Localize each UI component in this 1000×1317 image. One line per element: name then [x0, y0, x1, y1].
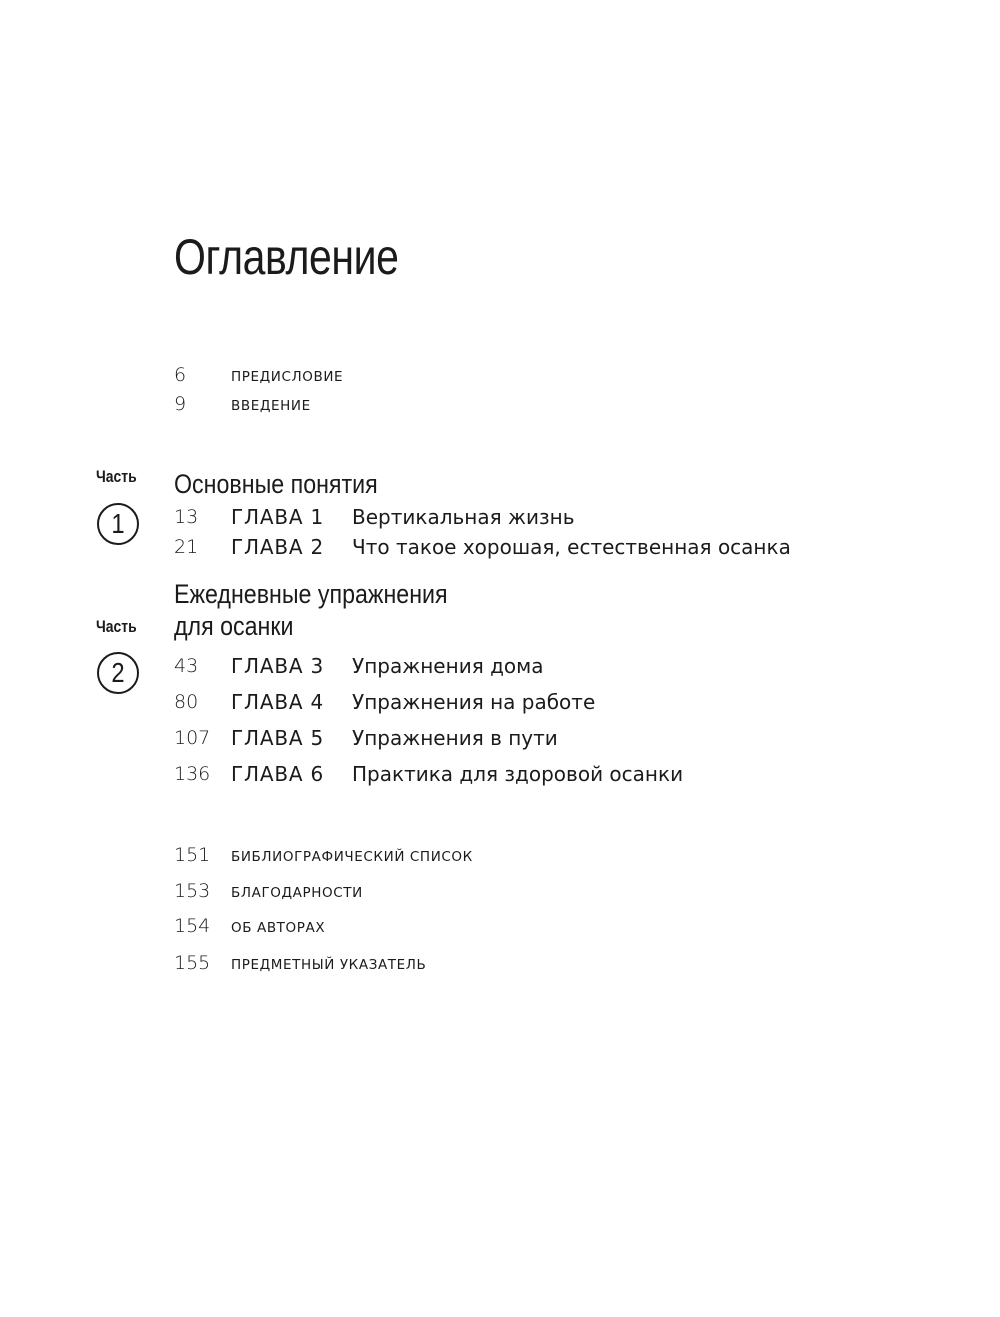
chapter-title: Что такое хорошая, естественная осанка — [352, 535, 791, 559]
entry-label: ОБ АВТОРАХ — [231, 920, 326, 936]
toc-entry-chapter-2[interactable] — [0, 532, 1000, 562]
part-heading: Ежедневные упражнения — [174, 579, 448, 609]
chapter-number: ГЛАВА 5 — [231, 726, 325, 750]
page-number: 151 — [174, 844, 211, 866]
page-number: 80 — [174, 691, 199, 713]
part-heading: Основные понятия — [174, 469, 378, 499]
chapter-title: Упражнения дома — [352, 654, 544, 678]
toc-entry-chapter-1[interactable] — [0, 502, 1000, 532]
chapter-number: ГЛАВА 3 — [231, 654, 325, 678]
page-number: 13 — [174, 506, 199, 528]
page-number: 155 — [174, 952, 211, 974]
toc-entry-index[interactable] — [0, 948, 1000, 978]
chapter-number: ГЛАВА 4 — [231, 690, 325, 714]
page-number: 153 — [174, 880, 211, 902]
toc-entry-chapter-4[interactable] — [0, 687, 1000, 717]
chapter-title: Упражнения в пути — [352, 726, 558, 750]
part-number: 2 — [111, 657, 125, 688]
page-number: 43 — [174, 655, 199, 677]
chapter-number: ГЛАВА 1 — [231, 505, 325, 529]
page-title: Оглавление — [174, 229, 399, 285]
part-number: 1 — [111, 508, 125, 539]
page-number: 136 — [174, 763, 211, 785]
page-number: 6 — [174, 364, 187, 386]
entry-label: БЛАГОДАРНОСТИ — [231, 885, 363, 901]
toc-entry-about-authors[interactable] — [0, 911, 1000, 941]
page-number: 107 — [174, 727, 211, 749]
chapter-number: ГЛАВА 6 — [231, 762, 325, 786]
entry-label: ПРЕДИСЛОВИЕ — [231, 369, 344, 385]
toc-entry-chapter-3[interactable] — [0, 651, 1000, 681]
part-label: Часть — [96, 467, 137, 486]
chapter-title: Практика для здоровой осанки — [352, 762, 684, 786]
page-number: 21 — [174, 536, 199, 558]
toc-entry-acknowledgements[interactable] — [0, 876, 1000, 906]
chapter-title: Упражнения на работе — [352, 690, 596, 714]
part-label: Часть — [96, 617, 137, 636]
entry-label: БИБЛИОГРАФИЧЕСКИЙ СПИСОК — [231, 849, 473, 865]
toc-entry-introduction[interactable] — [0, 389, 1000, 419]
page-number: 154 — [174, 915, 211, 937]
toc-entry-bibliography[interactable] — [0, 840, 1000, 870]
entry-label: ВВЕДЕНИЕ — [231, 398, 311, 414]
part-heading-line2: для осанки — [174, 611, 294, 641]
chapter-title: Вертикальная жизнь — [352, 505, 575, 529]
page-number: 9 — [174, 393, 187, 415]
toc-entry-chapter-5[interactable] — [0, 723, 1000, 753]
toc-entry-preface[interactable] — [0, 360, 1000, 390]
entry-label: ПРЕДМЕТНЫЙ УКАЗАТЕЛЬ — [231, 957, 427, 973]
chapter-number: ГЛАВА 2 — [231, 535, 325, 559]
toc-entry-chapter-6[interactable] — [0, 759, 1000, 789]
